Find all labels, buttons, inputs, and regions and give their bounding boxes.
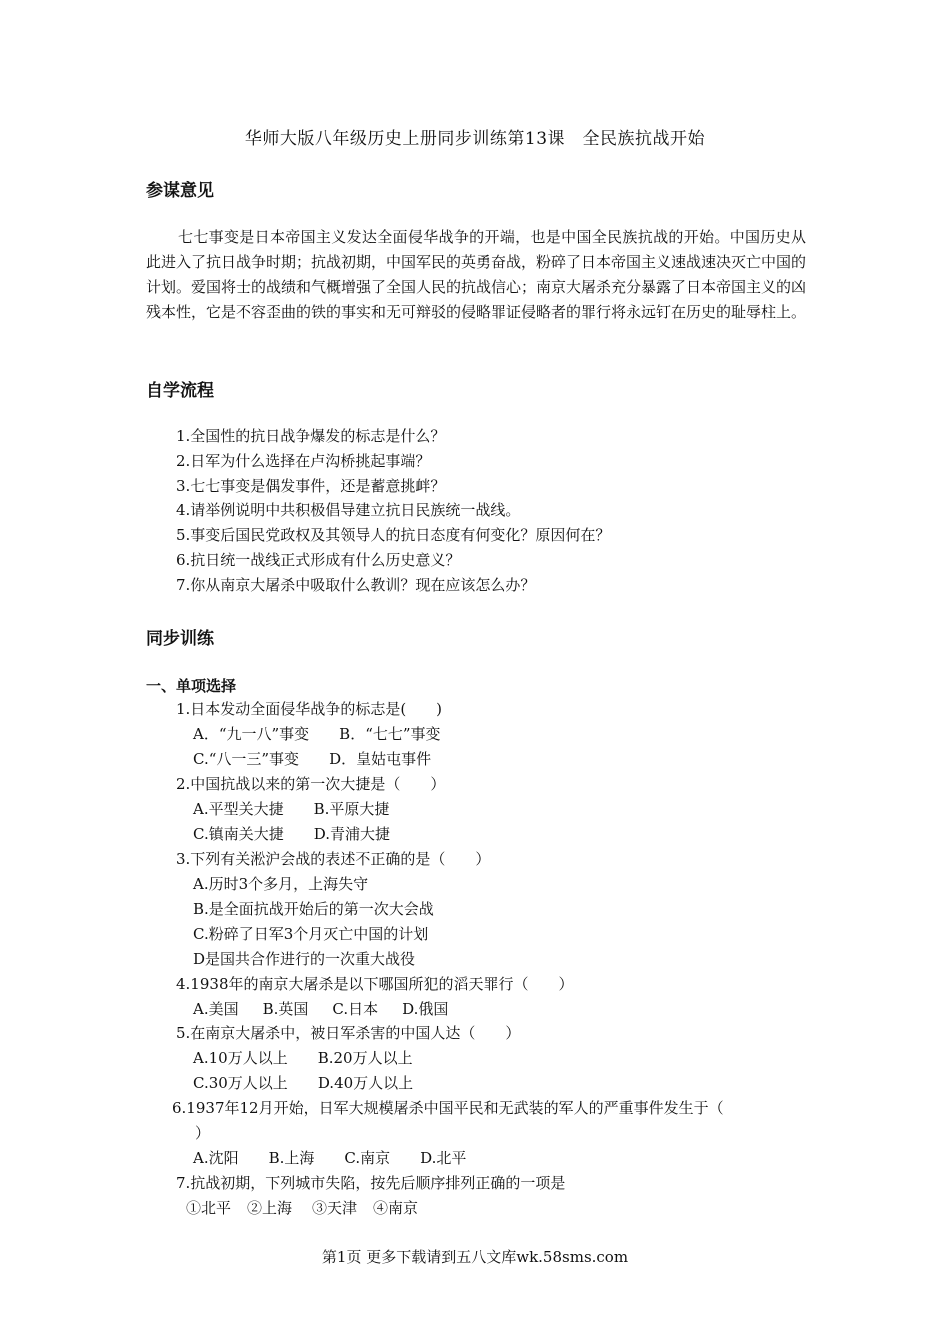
option-c: C.“八一三”事变 (193, 750, 300, 768)
practice-heading: 同步训练 (146, 629, 214, 649)
document-title: 华师大版八年级历史上册同步训练第13课 全民族抗战开始 (244, 129, 706, 149)
option-row (193, 1073, 413, 1093)
question-stem: 2.中国抗战以来的第一次大捷是（ ） (176, 775, 446, 793)
option-row (193, 749, 431, 769)
option-b: B.20万人以上 (317, 1049, 413, 1067)
selfstudy-item: 3.七七事变是偶发事件，还是蓄意挑衅？ (176, 477, 446, 495)
question-stem: 4.1938年的南京大屠杀是以下哪国所犯的滔天罪行（ ） (176, 975, 574, 993)
question-stem: 3.下列有关淞沪会战的表述不正确的是（ ） (176, 850, 491, 868)
advice-paragraph: 七七事变是日本帝国主义发达全面侵华战争的开端，也是中国全民族抗战的开始。中国历史从此进入了抗日战争时期；抗战初期，中国军民的英勇奋战，粉碎了日本帝国主义速战速决灭亡中国的计划。爱国将士的战绩和气概增强了全国人民的抗战信心；南京大屠杀充分暴露了日本帝国主义的凶残本性，它是不容歪曲的铁的事实和无可辩驳的侵略罪证侵略者的罪行将永远钉在历史的耻辱柱上。 (146, 228, 807, 321)
option-c: C.镇南关大捷 (193, 825, 284, 843)
option-row (193, 999, 448, 1019)
option-d: D.40万人以上 (317, 1074, 414, 1092)
option-b: B.英国 (262, 1000, 309, 1018)
question-stem: 5.在南京大屠杀中，被日军杀害的中国人达（ ） (176, 1024, 521, 1042)
option-1: ①北平 (186, 1199, 232, 1217)
option-b: B.平原大捷 (313, 800, 390, 818)
question-stem: 6.1937年12月开始，日军大规模屠杀中国平民和无武装的军人的严重事件发生于（ (172, 1099, 724, 1117)
option-4: ④南京 (373, 1199, 419, 1217)
option-row (193, 799, 389, 819)
option-2: ②上海 (247, 1199, 293, 1217)
option-c: C.日本 (332, 1000, 379, 1018)
option-a: A.10万人以上 (193, 1049, 288, 1067)
selfstudy-item: 1.全国性的抗日战争爆发的标志是什么？ (176, 427, 446, 445)
option-3: ③天津 (312, 1199, 358, 1217)
option-row (186, 1198, 418, 1218)
advice-heading: 参谋意见 (146, 181, 214, 201)
option-d: D是国共合作进行的一次重大战役 (193, 950, 416, 968)
option-d: D．皇姑屯事件 (329, 750, 432, 768)
selfstudy-item: 5.事变后国民党政权及其领导人的抗日态度有何变化？原因何在？ (176, 526, 611, 544)
option-row (193, 1048, 413, 1068)
option-a: A.历时3个多月，上海失守 (193, 875, 369, 893)
part1-heading: 一、单项选择 (146, 677, 237, 695)
question-stem: 1.日本发动全面侵华战争的标志是( ) (176, 700, 443, 718)
option-d: D.北平 (420, 1149, 467, 1167)
option-b: B.是全面抗战开始后的第一次大会战 (193, 900, 434, 918)
option-a: A.美国 (193, 1000, 239, 1018)
option-c: C.粉碎了日军3个月灭亡中国的计划 (193, 925, 429, 943)
option-a: A．“九一八”事变 (193, 725, 310, 743)
selfstudy-item: 2.日军为什么选择在卢沟桥挑起事端？ (176, 452, 431, 470)
option-c: C.南京 (344, 1149, 391, 1167)
option-d: D.青浦大捷 (313, 825, 390, 843)
option-a: A.平型关大捷 (193, 800, 284, 818)
option-row (193, 724, 441, 744)
option-d: D.俄国 (402, 1000, 449, 1018)
option-c: C.30万人以上 (193, 1074, 288, 1092)
selfstudy-item: 4.请举例说明中共积极倡导建立抗日民族统一战线。 (176, 501, 521, 519)
question-stem: 7.抗战初期，下列城市失陷，按先后顺序排列正确的一项是 (176, 1174, 566, 1192)
option-a: A.沈阳 (193, 1149, 239, 1167)
selfstudy-heading: 自学流程 (146, 381, 214, 401)
question-stem-continued: ） (195, 1124, 211, 1142)
selfstudy-item: 7.你从南京大屠杀中吸取什么教训？现在应该怎么办？ (176, 576, 536, 594)
page-footer: 第1页 更多下载请到五八文库wk.58sms.com (321, 1248, 629, 1266)
selfstudy-item: 6.抗日统一战线正式形成有什么历史意义？ (176, 551, 461, 569)
option-row (193, 1148, 466, 1168)
option-b: B.上海 (268, 1149, 315, 1167)
option-row (193, 824, 390, 844)
option-b: B．“七七”事变 (339, 725, 441, 743)
